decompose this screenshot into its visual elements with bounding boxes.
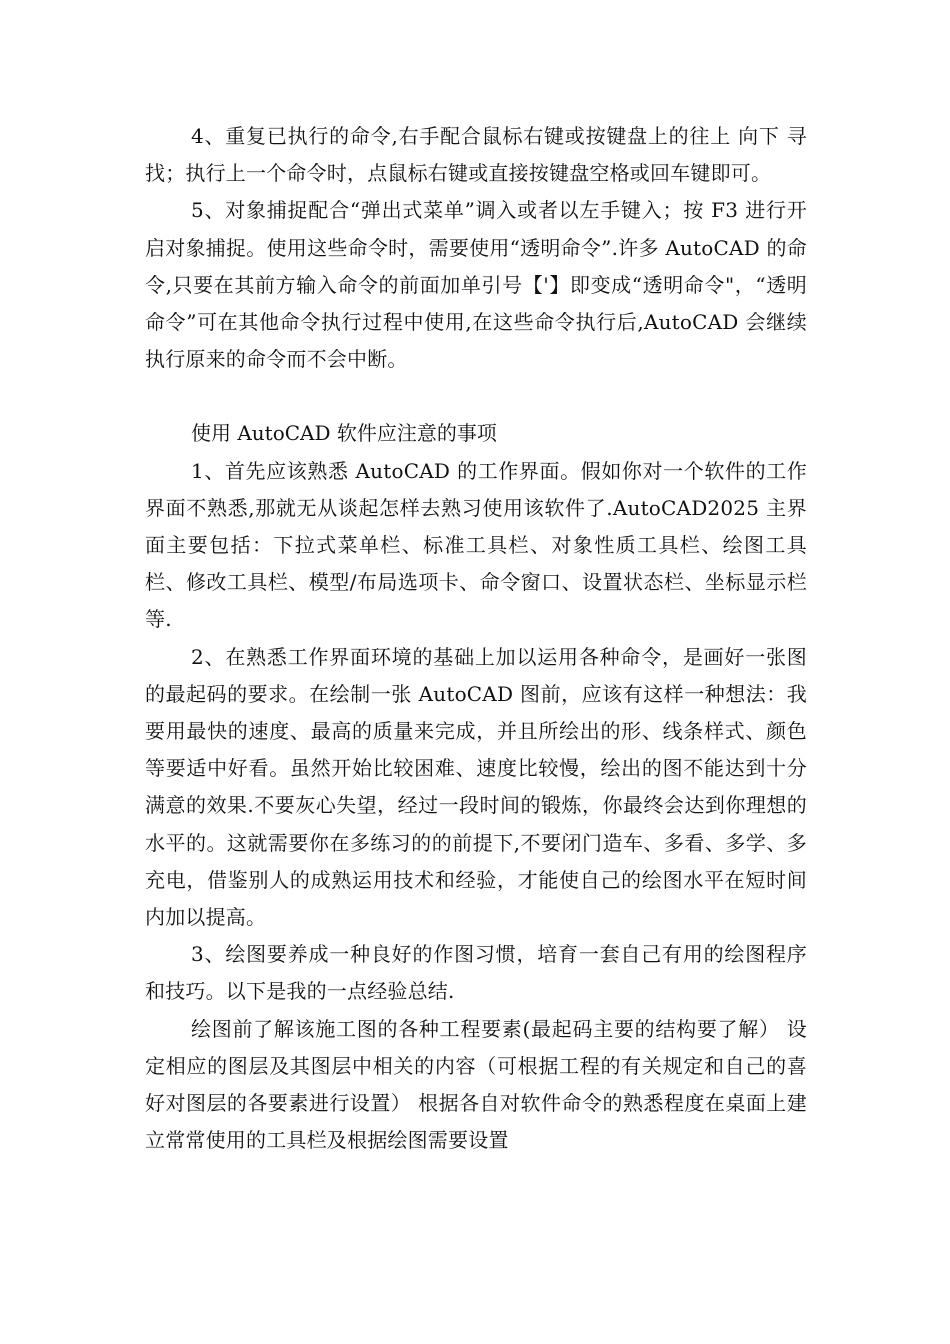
paragraph-repeat-command: 4、重复已执行的命令,右手配合鼠标右键或按键盘上的往上 向下 寻找；执行上一个命令时，点鼠标右键或直接按键盘空格或回车键即可。 <box>145 124 807 186</box>
paragraph-preparation: 绘图前了解该施工图的各种工程要素(最起码主要的结构要了解） 设定相应的图层及其图层中相关的内容（可根据工程的有关规定和自己的喜好对图层的各要素进行设置） 根据各自对软件命令的熟悉程度在桌面上建立常常使用的工具栏及根据绘图需要设置 <box>145 1016 807 1153</box>
document-page <box>145 118 807 1159</box>
section-heading: 使用 AutoCAD 软件应注意的事项 <box>191 421 497 446</box>
paragraph-object-snap: 5、对象捕捉配合“弹出式菜单”调入或者以左手键入；按 F3 进行开启对象捕捉。使用这些命令时，需要使用“透明命令”.许多 AutoCAD 的命令,只要在其前方输入命令的前面加单引号【'】即变成“透明命令"，“透明命令”可在其他命令执行过程中使用,在这些命令执行后,AutoCAD 会继续执行原来的命令而不会中断。 <box>145 198 807 372</box>
paragraph-habits: 3、绘图要养成一种良好的作图习惯，培育一套自己有用的绘图程序和技巧。以下是我的一点经验总结. <box>145 942 807 1004</box>
paragraph-spacer <box>145 378 807 415</box>
paragraph-interface: 1、首先应该熟悉 AutoCAD 的工作界面。假如你对一个软件的工作界面不熟悉,那就无从谈起怎样去熟习使用该软件了.AutoCAD2025 主界面主要包括：下拉式菜单栏、标准工具栏、对象性质工具栏、绘图工具栏、修改工具栏、模型/布局选项卡、命令窗口、设置状态栏、坐标显示栏等. <box>145 458 807 632</box>
paragraph-commands: 2、在熟悉工作界面环境的基础上加以运用各种命令，是画好一张图的最起码的要求。在绘制一张 AutoCAD 图前，应该有这样一种想法：我要用最快的速度、最高的质量来完成，并且所绘出的形、线条样式、颜色等要适中好看。虽然开始比较困难、速度比较慢，绘出的图不能达到十分满意的效果.不要灰心失望，经过一段时间的锻炼，你最终会达到你理想的水平的。这就需要你在多练习的的前提下,不要闭门造车、多看、多学、多充电，借鉴别人的成熟运用技术和经验，才能使自己的绘图水平在短时间内加以提高。 <box>145 644 807 930</box>
